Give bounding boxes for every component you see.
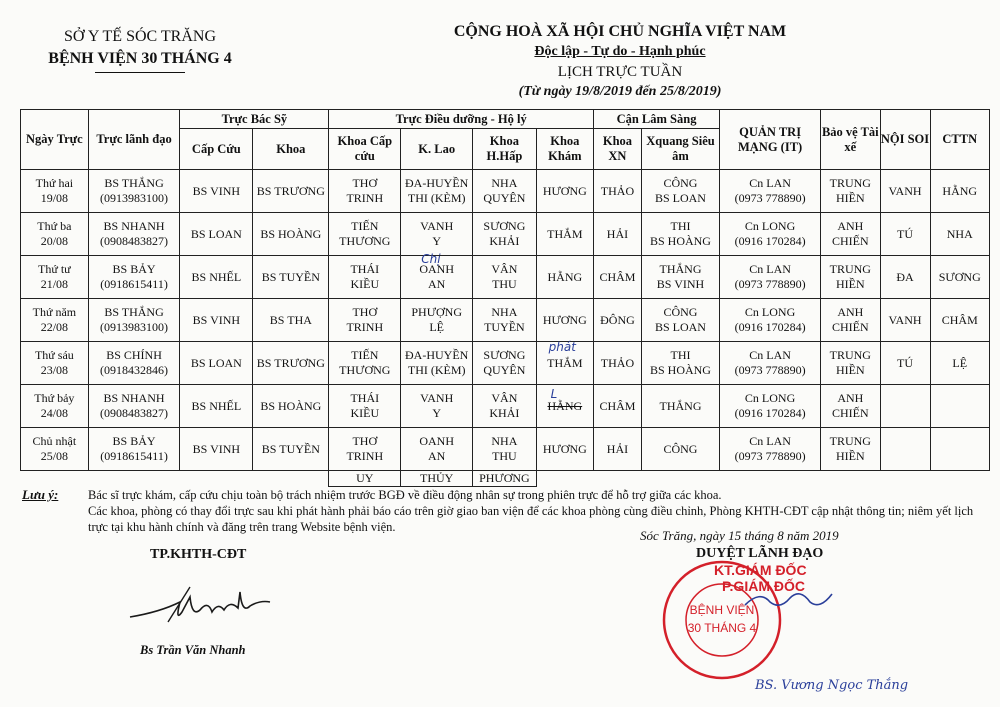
- cell-hhap-line1: VÂN: [491, 391, 518, 405]
- cell-klao-line2: Y: [432, 406, 442, 420]
- cell-dd-capcuu: [329, 213, 401, 256]
- cell-dd-capcuu: [329, 428, 401, 471]
- cell-xn: HẢI: [593, 213, 641, 256]
- cell-dd-capcuu-line1: THƠ: [352, 434, 378, 448]
- cell-hhap: [473, 342, 537, 385]
- cell-xquang: [641, 213, 719, 256]
- cell-it-line1: Cn LAN: [749, 434, 791, 448]
- cell-xquang: [641, 256, 719, 299]
- cell-it-line1: Cn LONG: [744, 391, 796, 405]
- cell-it: [720, 299, 821, 342]
- cell-day: [21, 342, 89, 385]
- cell-dd-capcuu: [329, 170, 401, 213]
- cell-kham: THẮM phát: [536, 342, 593, 385]
- cell-cttn: [930, 428, 990, 471]
- stamp-center-line1: BỆNH VIỆN: [689, 603, 755, 617]
- cell-it-line2: (0973 778890): [734, 277, 806, 291]
- duty-schedule-table: [20, 109, 990, 487]
- cell-dd-capcuu-line2: TRINH: [346, 191, 384, 205]
- cell-xquang-line2: BS VINH: [656, 277, 705, 291]
- table-row: [21, 428, 990, 471]
- cell-klao: [401, 252, 473, 299]
- cell-it: [720, 170, 821, 213]
- cell-dd-capcuu-line1: THÁI: [350, 391, 380, 405]
- table-row: [21, 342, 990, 385]
- cell-dd-capcuu-line2: THƯƠNG: [339, 363, 391, 377]
- motto: Độc lập - Tự do - Hạnh phúc: [534, 44, 706, 59]
- cell-it-line2: (0916 170284): [734, 320, 806, 334]
- handwritten-note: Chị: [421, 252, 441, 266]
- cell-klao-line2: AN: [428, 449, 446, 463]
- cell-day: [21, 299, 89, 342]
- cell-day-line1: Thứ hai: [35, 176, 74, 190]
- cell-baove: [821, 342, 880, 385]
- subheader-khoa-xn: Khoa XN: [593, 129, 641, 170]
- cell-klao-line2: THI (KÈM): [407, 363, 466, 377]
- cell-baove-line1: ANH: [837, 305, 864, 319]
- cell-day-line1: Thứ tư: [38, 262, 71, 276]
- cell-khoa: BS TRƯƠNG: [253, 342, 329, 385]
- cell-day-line1: Thứ sáu: [34, 348, 74, 362]
- cell-hhap-line1: VÂN: [491, 262, 518, 276]
- cell-dd-capcuu-line1: THƠ: [352, 305, 378, 319]
- cell-klao: [401, 428, 473, 471]
- cell-leader: [88, 256, 180, 299]
- cell-capcuu: BS VINH: [180, 428, 253, 471]
- right-signer-title: DUYỆT LÃNH ĐẠO: [696, 546, 824, 561]
- cell-it: [720, 385, 821, 428]
- cell-noisoi: VANH: [880, 170, 930, 213]
- cell-xquang: [641, 385, 719, 428]
- cell-kham: HƯƠNG: [536, 170, 593, 213]
- header-baove: Bảo vệ Tài xế: [821, 110, 880, 170]
- cell-xn: HẢI: [593, 428, 641, 471]
- cell-it-line2: (0973 778890): [734, 449, 806, 463]
- cell-leader-line2: (0918432846): [100, 363, 169, 377]
- cell-day-line1: Thứ ba: [37, 219, 72, 233]
- cell-baove-line2: HIỀN: [835, 449, 865, 463]
- cell-cttn: [930, 385, 990, 428]
- cell-it-line2: (0916 170284): [734, 234, 806, 248]
- cell-day-line2: 23/08: [40, 363, 69, 377]
- cell-klao-line1: OANH: [419, 434, 455, 448]
- cell-hhap-line2: KHẢI: [489, 234, 520, 248]
- cell-cttn: CHÂM: [930, 299, 990, 342]
- nation-title: CỘNG HOÀ XÃ HỘI CHỦ NGHĨA VIỆT NAM: [453, 23, 787, 40]
- cell-kham: HƯƠNG: [536, 428, 593, 471]
- stamp-center-line2: 30 THÁNG 4: [687, 621, 757, 635]
- cell-dd-capcuu-line2: TRINH: [346, 449, 384, 463]
- cell-klao: [401, 299, 473, 342]
- cell-xquang-line1: THẮNG: [659, 398, 702, 413]
- subheader-xquang: Xquang Siêu âm: [641, 129, 719, 170]
- subheader-khoa-hhap: Khoa H.Hấp: [473, 129, 537, 170]
- handwritten-note: L: [550, 387, 558, 401]
- header-lanhdao: Trực lãnh đạo: [88, 110, 180, 170]
- cell-kham: HƯƠNG: [536, 299, 593, 342]
- handwritten-note: phát: [548, 340, 576, 354]
- cell-hhap-line2: THU: [492, 449, 517, 463]
- cell-day-line1: Chủ nhật: [32, 434, 77, 448]
- cell-khoa: BS HOÀNG: [253, 385, 329, 428]
- cell-baove-line2: HIỀN: [835, 191, 865, 205]
- cell-baove: [821, 428, 880, 471]
- cell-xquang-line1: THI: [670, 219, 691, 233]
- dept-name: SỞ Y TẾ SÓC TRĂNG: [63, 28, 217, 45]
- notes-label: Lưu ý:: [22, 487, 59, 502]
- cell-day: [21, 213, 89, 256]
- cell-hhap-line1: NHA: [491, 305, 518, 319]
- header-cttn: CTTN: [930, 110, 990, 170]
- cell-dd-capcuu-line2: THƯƠNG: [339, 234, 391, 248]
- cell-xquang-line1: CÔNG: [663, 305, 698, 319]
- cell-kham: HẰNG: [536, 256, 593, 299]
- cell-day: [21, 428, 89, 471]
- cell-hhap: [473, 299, 537, 342]
- header-divider: [95, 72, 185, 73]
- cell-xquang-line1: THẮNG: [659, 262, 702, 276]
- cell-dd-capcuu-line2: KIỀU: [350, 277, 380, 291]
- cell-khoa: BS TRƯƠNG: [253, 170, 329, 213]
- cell-dd-capcuu: [329, 256, 401, 299]
- cell-xquang-line1: CÔNG: [663, 441, 698, 456]
- cell-hhap-line2: QUYÊN: [483, 363, 526, 377]
- cell-klao-line1: ĐA-HUYỀN: [405, 176, 469, 190]
- subheader-khoa-capcuu: Khoa Cấp cứu: [329, 129, 401, 170]
- cell-it-line1: Cn LAN: [749, 262, 791, 276]
- cell-hhap: [473, 256, 537, 299]
- extra-spacer-right: [536, 471, 989, 487]
- notes-text: [88, 487, 988, 535]
- stamp-kt-giam-doc: KT.GIÁM ĐỐC: [714, 562, 807, 578]
- org-header: [40, 26, 240, 73]
- cell-xquang: [641, 299, 719, 342]
- cell-klao-line1: PHƯỢNG: [411, 305, 463, 319]
- cell-xn: CHÂM: [593, 385, 641, 428]
- cell-baove-line1: TRUNG: [829, 348, 871, 362]
- table-row: [21, 385, 990, 428]
- cell-day-line2: 21/08: [40, 277, 69, 291]
- cell-cttn: NHA: [930, 213, 990, 256]
- cell-leader-line1: BS BẢY: [112, 434, 156, 448]
- cell-leader: [88, 385, 180, 428]
- cell-baove: [821, 385, 880, 428]
- cell-it-line2: (0916 170284): [734, 406, 806, 420]
- cell-cttn: SƯƠNG: [930, 256, 990, 299]
- cell-day-line1: Thứ năm: [32, 305, 77, 319]
- cell-klao: [401, 170, 473, 213]
- extra-capcuu: UY: [329, 471, 401, 487]
- cell-noisoi: ĐA: [880, 256, 930, 299]
- left-signer-title: TP.KHTH-CĐT: [150, 547, 247, 562]
- cell-noisoi: VANH: [880, 299, 930, 342]
- note-line-1: Bác sĩ trực khám, cấp cứu chịu toàn bộ trách nhiệm trước BGĐ về điều động nhân sự trong phiên trực để hỗ trợ giữa các khoa.: [88, 488, 722, 502]
- cell-hhap: [473, 428, 537, 471]
- subheader-khoa-kham: Khoa Khám: [536, 129, 593, 170]
- cell-klao-line1: OANH: [419, 262, 455, 276]
- cell-hhap: [473, 170, 537, 213]
- cell-xn: THẢO: [593, 342, 641, 385]
- cell-kham: THẮM: [536, 213, 593, 256]
- cell-xquang-line1: CÔNG: [663, 176, 698, 190]
- cell-baove-line1: TRUNG: [829, 434, 871, 448]
- cell-day-line2: 25/08: [40, 449, 69, 463]
- cell-baove: [821, 299, 880, 342]
- stamp-pho-giam-doc: P.GIÁM ĐỐC: [722, 578, 805, 594]
- cell-leader-line2: (0913983100): [100, 191, 169, 205]
- cell-xquang: [641, 170, 719, 213]
- hospital-name: BỆNH VIỆN 30 THÁNG 4: [48, 50, 232, 67]
- cell-leader-line2: (0908483827): [100, 406, 169, 420]
- cell-hhap-line1: SƯƠNG: [483, 348, 526, 362]
- cell-xquang-line2: BS HOÀNG: [649, 234, 711, 248]
- cell-khoa: BS TUYỀN: [253, 428, 329, 471]
- cell-leader-line1: BS NHANH: [103, 219, 165, 233]
- doc-title: LỊCH TRỰC TUẦN: [557, 64, 683, 80]
- cell-leader-line1: BS BẢY: [112, 262, 156, 276]
- header-dieuduong: Trực Điều dưỡng - Hộ lý: [329, 110, 594, 129]
- cell-it: [720, 342, 821, 385]
- right-signer-name: BS. Vương Ngọc Thắng: [755, 678, 909, 693]
- extra-spacer: [21, 471, 329, 487]
- cell-hhap: [473, 213, 537, 256]
- table-row: [21, 299, 990, 342]
- cell-capcuu: BS NHẾL: [180, 385, 253, 428]
- cell-hhap-line1: SƯƠNG: [483, 219, 526, 233]
- cell-baove-line2: HIỀN: [835, 363, 865, 377]
- cell-day: [21, 256, 89, 299]
- cell-klao-line1: VANH: [420, 219, 454, 233]
- cell-dd-capcuu-line1: THÁI: [350, 262, 380, 276]
- cell-dd-capcuu: [329, 342, 401, 385]
- header-bacsy: Trực Bác Sỹ: [180, 110, 329, 129]
- cell-day-line1: Thứ bảy: [34, 391, 75, 405]
- extra-hhap: PHƯƠNG: [473, 471, 537, 487]
- cell-baove: [821, 213, 880, 256]
- cell-xn: THẢO: [593, 170, 641, 213]
- cell-klao-line2: THI (KÈM): [407, 191, 466, 205]
- header-canlamsang: Cận Lâm Sàng: [593, 110, 719, 129]
- cell-dd-capcuu-line1: THƠ: [352, 176, 378, 190]
- cell-klao-line2: Y: [432, 234, 442, 248]
- cell-it-line1: Cn LONG: [744, 305, 796, 319]
- table-row: [21, 213, 990, 256]
- subheader-khoa: Khoa: [253, 129, 329, 170]
- cell-baove-line2: CHIẾN: [831, 406, 869, 420]
- cell-leader: [88, 299, 180, 342]
- cell-noisoi: [880, 428, 930, 471]
- cell-day-line2: 20/08: [40, 234, 69, 248]
- cell-leader-line2: (0918615411): [100, 449, 168, 463]
- cell-leader-line2: (0913983100): [100, 320, 169, 334]
- cell-klao-line2: AN: [428, 277, 446, 291]
- cell-leader-line1: BS THẮNG: [104, 305, 164, 319]
- cell-hhap-line1: NHA: [491, 434, 518, 448]
- cell-klao: [401, 385, 473, 428]
- cell-it-line2: (0973 778890): [734, 363, 806, 377]
- cell-dd-capcuu: [329, 385, 401, 428]
- cell-baove: [821, 170, 880, 213]
- cell-dd-capcuu: [329, 299, 401, 342]
- cell-capcuu: BS LOAN: [180, 342, 253, 385]
- cell-day: [21, 385, 89, 428]
- cell-xquang: [641, 428, 719, 471]
- cell-dd-capcuu-line2: TRINH: [346, 320, 384, 334]
- subheader-capcuu: Cấp Cứu: [180, 129, 253, 170]
- cell-xn: CHÂM: [593, 256, 641, 299]
- extra-lao: THỦY: [401, 471, 473, 487]
- cell-khoa: BS THA: [253, 299, 329, 342]
- cell-khoa: BS HOÀNG: [253, 213, 329, 256]
- cell-noisoi: TÚ: [880, 342, 930, 385]
- cell-baove-line1: ANH: [837, 391, 864, 405]
- table-row: [21, 170, 990, 213]
- cell-xn: ĐÔNG: [593, 299, 641, 342]
- cell-leader-line2: (0918615411): [100, 277, 168, 291]
- cell-hhap-line2: THU: [492, 277, 517, 291]
- cell-xquang-line2: BS LOAN: [654, 191, 706, 205]
- cell-day-line2: 22/08: [40, 320, 69, 334]
- cell-leader: [88, 428, 180, 471]
- cell-it-line2: (0973 778890): [734, 191, 806, 205]
- cell-capcuu: BS LOAN: [180, 213, 253, 256]
- cell-hhap-line2: TUYỀN: [484, 320, 525, 334]
- cell-baove-line1: ANH: [837, 219, 864, 233]
- cell-baove: [821, 256, 880, 299]
- cell-kham: HẰNG L: [536, 385, 593, 428]
- cell-khoa: BS TUYỀN: [253, 256, 329, 299]
- cell-cttn: HẰNG: [930, 170, 990, 213]
- cell-it: [720, 428, 821, 471]
- cell-cttn: LỆ: [930, 342, 990, 385]
- cell-klao-line2: LỆ: [429, 320, 445, 334]
- cell-capcuu: BS VINH: [180, 299, 253, 342]
- cell-dd-capcuu-line1: TIẾN: [351, 348, 379, 362]
- right-signature: [740, 580, 840, 620]
- cell-day: [21, 170, 89, 213]
- cell-hhap-line1: NHA: [491, 176, 518, 190]
- cell-klao-line1: ĐA-HUYỀN: [405, 348, 469, 362]
- date-range: (Từ ngày 19/8/2019 đến 25/8/2019): [518, 84, 722, 99]
- cell-noisoi: TÚ: [880, 213, 930, 256]
- cell-leader-line1: BS THẮNG: [104, 176, 164, 190]
- cell-leader-line1: BS CHÍNH: [106, 348, 162, 362]
- header-noisoi: NỘI SOI: [880, 110, 930, 170]
- cell-it-line1: Cn LAN: [749, 348, 791, 362]
- cell-baove-line1: TRUNG: [829, 176, 871, 190]
- cell-klao-line1: VANH: [420, 391, 454, 405]
- cell-leader: [88, 342, 180, 385]
- cell-klao: [401, 213, 473, 256]
- left-signer-name: Bs Trần Văn Nhanh: [140, 643, 246, 657]
- cell-capcuu: BS NHẾL: [180, 256, 253, 299]
- cell-it: [720, 213, 821, 256]
- cell-dd-capcuu-line2: KIỀU: [350, 406, 380, 420]
- cell-klao: [401, 342, 473, 385]
- cell-dd-capcuu-line1: TIẾN: [351, 219, 379, 233]
- cell-it: [720, 256, 821, 299]
- left-signature: [120, 572, 290, 642]
- cell-baove-line2: CHIẾN: [831, 320, 869, 334]
- note-line-2: Các khoa, phòng có thay đổi trực sau khi phát hành phải báo cáo trên giờ giao ban viện để các khoa phòng cùng điều chỉnh, Phòng KHTH-CĐT cập nhật thông tin; niêm yết lịch trực tại khu hành chính và đăng trên trang Website bệnh viện.: [88, 504, 974, 534]
- cell-it-line1: Cn LAN: [749, 176, 791, 190]
- cell-it-line1: Cn LONG: [744, 219, 796, 233]
- cell-hhap: [473, 385, 537, 428]
- cell-day-line2: 24/08: [40, 406, 69, 420]
- cell-noisoi: [880, 385, 930, 428]
- cell-hhap-line2: KHẢI: [489, 406, 520, 420]
- cell-xquang: [641, 342, 719, 385]
- nation-header: [440, 22, 800, 102]
- cell-leader: [88, 213, 180, 256]
- cell-baove-line2: CHIẾN: [831, 234, 869, 248]
- header-ngay: Ngày Trực: [21, 110, 89, 170]
- cell-xquang-line1: THI: [670, 348, 691, 362]
- cell-leader-line2: (0908483827): [100, 234, 169, 248]
- cell-day-line2: 19/08: [40, 191, 69, 205]
- cell-capcuu: BS VINH: [180, 170, 253, 213]
- cell-hhap-line2: QUYÊN: [483, 191, 526, 205]
- cell-xquang-line2: BS LOAN: [654, 320, 706, 334]
- header-it: QUẢN TRỊ MẠNG (IT): [720, 110, 821, 170]
- cell-baove-line1: TRUNG: [829, 262, 871, 276]
- subheader-klao: K. Lao: [401, 129, 473, 170]
- cell-leader: [88, 170, 180, 213]
- table-row: [21, 256, 990, 299]
- signing-date: Sóc Trăng, ngày 15 tháng 8 năm 2019: [640, 528, 839, 543]
- cell-baove-line2: HIỀN: [835, 277, 865, 291]
- cell-leader-line1: BS NHANH: [103, 391, 165, 405]
- cell-xquang-line2: BS HOÀNG: [649, 363, 711, 377]
